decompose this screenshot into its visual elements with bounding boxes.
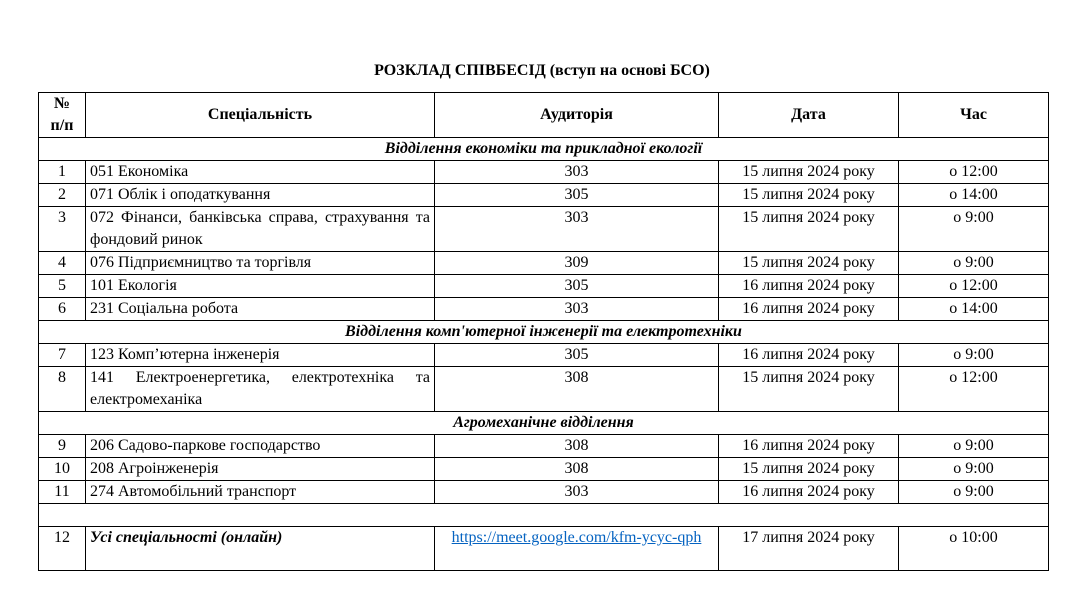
row-time: о 14:00 [899,184,1049,207]
row-date: 16 липня 2024 року [719,298,899,321]
row-date: 15 липня 2024 року [719,184,899,207]
row-number: 9 [39,435,86,458]
table-header-row [39,93,1049,138]
table-row [39,161,1049,184]
row-number: 7 [39,344,86,367]
table-row [39,275,1049,298]
row-time: о 9:00 [899,207,1049,252]
row-specialty: 141 Електроенергетика, електротехніка та електромеханіка [86,367,435,412]
row-specialty: 101 Екологія [86,275,435,298]
row-room: 309 [435,252,719,275]
header-number-line1: № [53,95,71,112]
row-number: 4 [39,252,86,275]
header-number-line2: п/п [50,117,74,134]
row-date: 15 липня 2024 року [719,207,899,252]
row-number: 10 [39,458,86,481]
row-room: 305 [435,275,719,298]
row-time: о 12:00 [899,161,1049,184]
row-time: о 12:00 [899,367,1049,412]
header-number [39,93,86,138]
row-time: о 9:00 [899,252,1049,275]
row-number: 8 [39,367,86,412]
schedule-table [38,92,1049,571]
table-row [39,252,1049,275]
row-specialty: 206 Садово-паркове господарство [86,435,435,458]
row-room: 308 [435,435,719,458]
header-time: Час [899,93,1049,138]
row-specialty: Усі спеціальності (онлайн) [86,527,435,571]
row-number: 5 [39,275,86,298]
header-room: Аудиторія [435,93,719,138]
row-room: 303 [435,207,719,252]
row-time: о 9:00 [899,344,1049,367]
row-specialty: 123 Комп’ютерна інженерія [86,344,435,367]
meet-link[interactable]: https://meet.google.com/kfm-ycyc-qph [451,529,702,546]
section-title: Агромеханічне відділення [39,412,1049,435]
row-room: 308 [435,367,719,412]
empty-row [39,504,1049,527]
row-date: 16 липня 2024 року [719,344,899,367]
row-time: о 14:00 [899,298,1049,321]
row-specialty: 051 Економіка [86,161,435,184]
row-time: о 9:00 [899,458,1049,481]
row-number: 11 [39,481,86,504]
row-specialty: 274 Автомобільний транспорт [86,481,435,504]
row-time: о 9:00 [899,435,1049,458]
row-specialty: 071 Облік і оподаткування [86,184,435,207]
section-row [39,321,1049,344]
table-row [39,367,1049,412]
section-row [39,138,1049,161]
table-row [39,184,1049,207]
row-room: 303 [435,161,719,184]
table-row [39,481,1049,504]
section-title: Відділення економіки та прикладної екології [39,138,1049,161]
document-title: РОЗКЛАД СПІВБЕСІД (вступ на основі БСО) [374,62,710,79]
row-number: 12 [39,527,86,571]
row-specialty: 072 Фінанси, банківська справа, страхування та фондовий ринок [86,207,435,252]
row-number: 6 [39,298,86,321]
row-number: 3 [39,207,86,252]
row-specialty: 076 Підприємництво та торгівля [86,252,435,275]
row-date: 15 липня 2024 року [719,367,899,412]
table-row [39,344,1049,367]
row-number: 1 [39,161,86,184]
row-specialty: 231 Соціальна робота [86,298,435,321]
table-row [39,458,1049,481]
header-date: Дата [719,93,899,138]
table-row [39,207,1049,252]
row-room: 303 [435,298,719,321]
row-date: 16 липня 2024 року [719,435,899,458]
row-date: 17 липня 2024 року [719,527,899,571]
row-number: 2 [39,184,86,207]
row-specialty: 208 Агроінженерія [86,458,435,481]
section-title: Відділення комп'ютерної інженерії та електротехніки [39,321,1049,344]
table-row [39,435,1049,458]
row-room: 303 [435,481,719,504]
table-row [39,298,1049,321]
header-specialty: Спеціальність [86,93,435,138]
row-time: о 9:00 [899,481,1049,504]
empty-cell [39,504,1049,527]
row-room: 308 [435,458,719,481]
section-row [39,412,1049,435]
row-date: 15 липня 2024 року [719,458,899,481]
row-date: 15 липня 2024 року [719,161,899,184]
row-date: 16 липня 2024 року [719,275,899,298]
row-time: о 10:00 [899,527,1049,571]
row-room: 305 [435,344,719,367]
row-room [435,527,719,571]
row-time: о 12:00 [899,275,1049,298]
row-room: 305 [435,184,719,207]
row-date: 15 липня 2024 року [719,252,899,275]
online-row [39,527,1049,571]
row-date: 16 липня 2024 року [719,481,899,504]
